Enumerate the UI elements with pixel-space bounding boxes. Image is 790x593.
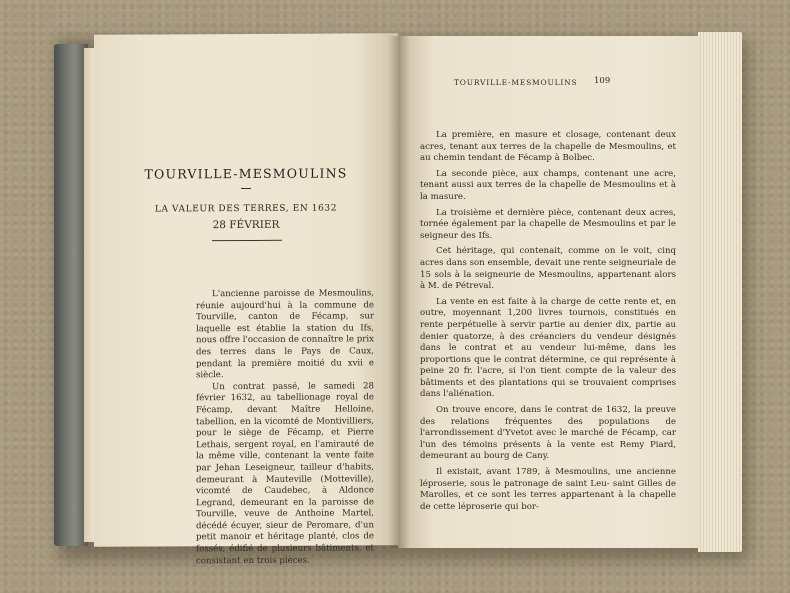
right-page <box>398 36 700 548</box>
chapter-title: TOURVILLE-MESMOULINS <box>144 165 348 182</box>
paragraph: La troisième et dernière pièce, contenant deux acres, tornée également par la chapelle de Mesmoulins et par le seigneur des Ifs. <box>420 207 676 241</box>
paragraph: On trouve encore, dans le contrat de 1632, la preuve des relations fréquentes des populations de l'arrondissement d'Yvetot avec le marché de Fécamp, car l'un des témoins présents à la vente est Remy Piard, demeurant au bourg de Cany. <box>420 405 676 462</box>
title-dash <box>241 188 251 189</box>
paragraph: La seconde pièce, aux champs, contenant une acre, tenant aussi aux terres de la chapelle de Mesmoulins et à la masure. <box>420 168 676 202</box>
right-body-text <box>420 130 676 517</box>
book-gutter <box>388 36 410 548</box>
paragraph: La première, en masure et closage, contenant deux acres, tenant aux terres de la chapelle de Mesmoulins, et au chemin tendant de Fécamp à Bolbec. <box>420 130 676 164</box>
paragraph: Un contrat passé, le samedi 28 février 1632, au tabellionage royal de Fécamp, devant Maître Helloine, tabellion, en la vicomté de Montivilliers, pour le siège de Fécamp, et Pierre Lethais, sergent royal, en l'amirauté de la même ville, contenant la vente faite par Jehan Leseigneur, tailleur d'habits, demeurant à Mauteville (Motteville), vicomté de Caudebec, à Aldonce Legrand, demeurant en la paroisse de Tourville, veuve de Anthoine Martel, décédé écuyer, sieur de Peromare, d'un petit manoir et héritage planté, clos de fossés, édifié de plusieurs bâtiments, et consistant en trois pièces. <box>196 381 374 566</box>
chapter-date: 28 FÉVRIER <box>212 218 280 232</box>
left-body-text <box>196 288 374 567</box>
book-spine <box>54 44 88 546</box>
page-number: 109 <box>594 76 611 86</box>
paragraph: L'ancienne paroisse de Mesmoulins, réunie aujourd'hui à la commune de Tourville, canton de Fécamp, sur laquelle est établie la station du Ifs, nous offre l'occasion de connaître le prix des terres dans le Pays de Caux, pendant la première moitié du xvii e siècle. <box>196 288 374 381</box>
paragraph: La vente en est faite à la charge de cette rente et, en outre, moyennant 1,200 livres tournois, constitués en rente perpétuelle à servir partie au denier dix, partie au denier quatorze, à des créanciers du vendeur désignés dans le contrat et au vendeur lui-même, dans les proportions que le contrat détermine, ce qui représente à peine 20 fr. l'acre, si l'on tient compte de la valeur des bâtiments et des plantations qui se trouvaient comprises dans l'aliénation. <box>420 296 676 400</box>
paragraph: Cet héritage, qui contenait, comme on le voit, cinq acres dans son ensemble, devait une rente seigneuriale de 15 sols à la seigneurie de Mesmoulins, appartenant alors à M. de Pétreval. <box>420 246 676 292</box>
left-page <box>94 33 398 566</box>
paragraph: Il existait, avant 1789, à Mesmoulins, une ancienne léproserie, sous le patronage de saint Leu- saint Gilles de Marolles, et ce sont les terres appartenant à la chapelle de cette léproserie qui bor- <box>420 467 676 512</box>
chapter-subtitle: LA VALEUR DES TERRES, EN 1632 <box>154 203 338 215</box>
running-head: TOURVILLE-MESMOULINS <box>454 78 578 87</box>
page-edges-right <box>698 32 742 552</box>
title-rule <box>212 240 282 241</box>
